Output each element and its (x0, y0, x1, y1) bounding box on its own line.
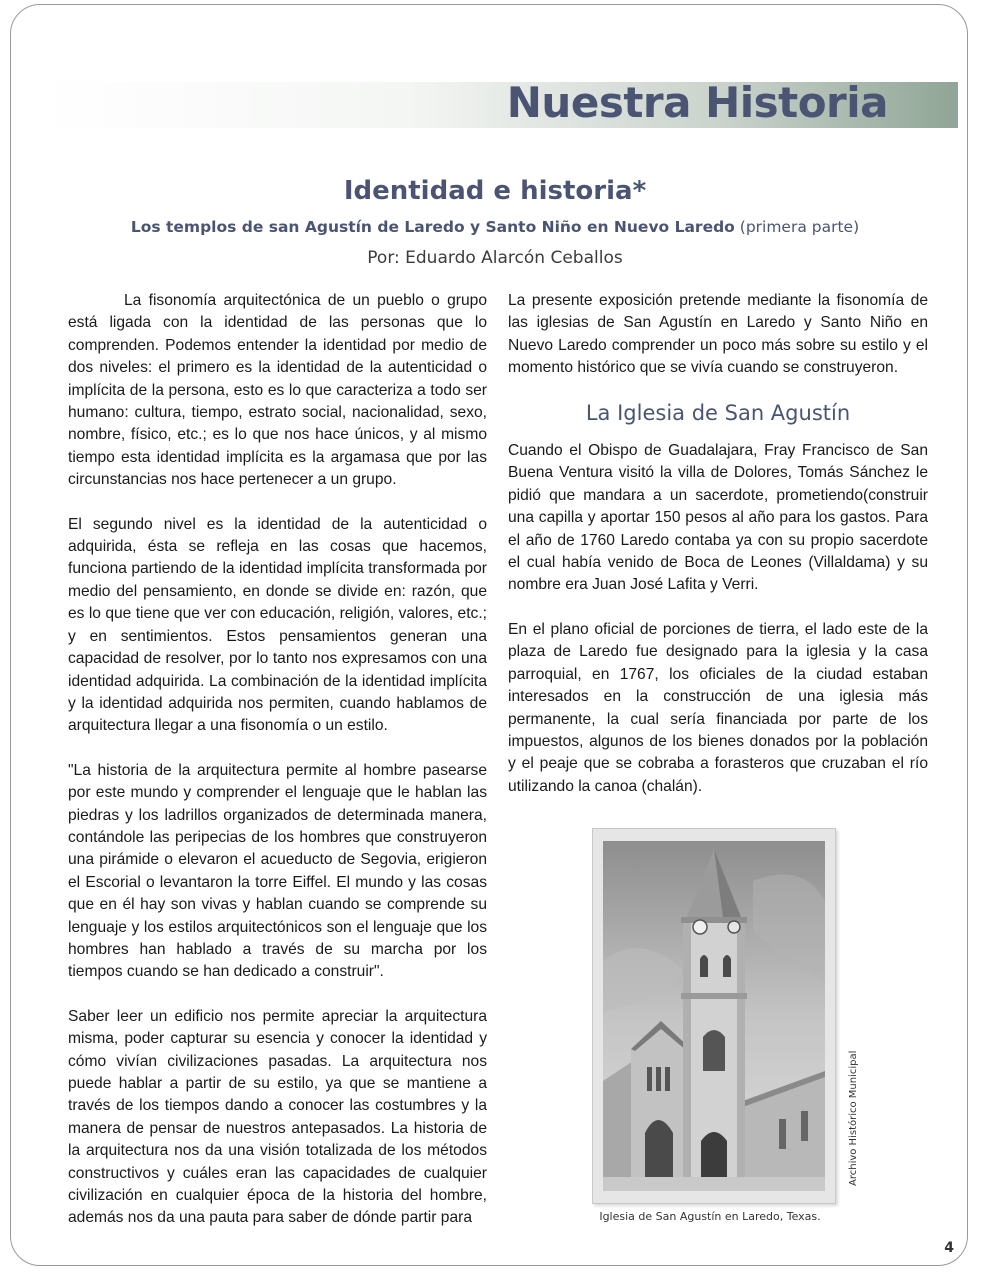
subtitle-part: (primera parte) (734, 218, 860, 236)
photo-caption: Iglesia de San Agustín en Laredo, Texas. (599, 1210, 821, 1223)
church-illustration (603, 841, 825, 1191)
byline: Por: Eduardo Alarcón Ceballos (367, 248, 623, 268)
intro-paragraph: La presente exposición pretende mediante la fisonomía de las iglesias de San Agustín en Laredo y Santo Niño en Nuevo Laredo comprender un poco más sobre su estilo y el momento histórico que se vivía cuando se construyeron. (508, 292, 928, 377)
subtitle-main: Los templos de san Agustín de Laredo y Santo Niño en Nuevo Laredo (130, 218, 735, 236)
paragraph: Saber leer un edificio nos permite apreciar la arquitectura misma, poder capturar su esencia y conocer la identidad y cómo vivían civilizaciones pasadas. La arquitectura nos puede hablar a partir de su estilo, ya que se mantiene a través de los tiempos dando a conocer las costumbres y la manera de pensar de nuestros antepasados. La historia de la arquitectura nos da una visión totalizada de los métodos constructivos y cuáles eran las capacidades de cualquier civilización en cualquier época de la historia del hombre, además nos da una pauta para saber de dónde partir para (68, 1007, 487, 1227)
paragraph: El segundo nivel es la identidad de la autenticidad o adquirida, ésta se refleja en las cosas que hacemos, funciona partiendo de la identidad implícita transformada por medio del pensamiento, en donde se divide en: razón, que es lo que tiene que ver con educación, religión, valores, etc.; y en sentimientos. Estos pensamientos generan una capacidad de resolver, por lo tanto nos expresamos con una identidad adquirida. La combinación de la identidad implícita y la identidad adquirida nos permiten, cuando hablamos de arquitectura llegar a una fisonomía o un estilo. (68, 515, 487, 735)
photo-credit: Archivo Histórico Municipal (848, 1050, 859, 1186)
left-column (68, 290, 487, 1252)
section-heading: La Iglesia de San Agustín (585, 400, 851, 425)
right-column (508, 290, 928, 820)
section-title: Nuestra Historia (506, 78, 888, 127)
paragraph: Cuando el Obispo de Guadalajara, Fray Francisco de San Buena Ventura visitó la villa de Dolores, Tomás Sánchez le pidió que mandara a un sacerdote, prometiendo(construir una capilla y aportar 150 pesos al año para los gastos. Para el año de 1760 Laredo contaba ya con su propio sacerdote el cual había venido de Boca de Leones (Villaldama) y su nombre era Juan José Lafita y Verri. (508, 442, 928, 594)
article-subtitle (0, 218, 990, 236)
paragraph: En el plano oficial de porciones de tierra, el lado este de la plaza de Laredo fue designado para la iglesia y la casa parroquial, en 1767, los oficiales de la ciudad estaban interesados en la construcción de una iglesia más permanente, la cual sería financiada por parte de los impuestos, algunos de los bienes donados por la población y el peaje que se cobraba a forasteros que cruzaban el río utilizando la canoa (chalán). (508, 620, 928, 795)
paragraph: La fisonomía arquitectónica de un pueblo o grupo está ligada con la identidad de las personas que lo comprenden. Podemos entender la identidad por medio de dos niveles: el primero es la identidad de la autenticidad o implícita de la persona, esto es lo que caracteriza a todo ser humano: cultura, tiempo, estrato social, nacionalidad, sexo, nombre, físico, etc.; es lo que nos hace únicos, y al mismo tiempo esta identidad implícita es la argamasa que por las circunstancias nos hace pertenecer a un grupo. (68, 292, 487, 489)
photo-frame (592, 828, 836, 1204)
church-photo (603, 841, 825, 1191)
paragraph: "La historia de la arquitectura permite al hombre pasearse por este mundo y comprender el lenguaje que le hablan las piedras y los ladrillos organizados de determinada manera, contándole las peripecias de los hombres que construyeron una pirámide o elevaron el acueducto de Segovia, erigieron el Escorial o levantaron la torre Eiffel. El mundo y las cosas que en él hay son vivas y hablan cuando se comprende su lenguaje y los estilos arquitectónicos son el lenguaje que los hombres han hablado a través de su marcha por los tiempos cuando se han dedicado a construir". (68, 761, 487, 981)
article-title: Identidad e historia* (343, 176, 647, 206)
page-number: 4 (944, 1240, 954, 1256)
